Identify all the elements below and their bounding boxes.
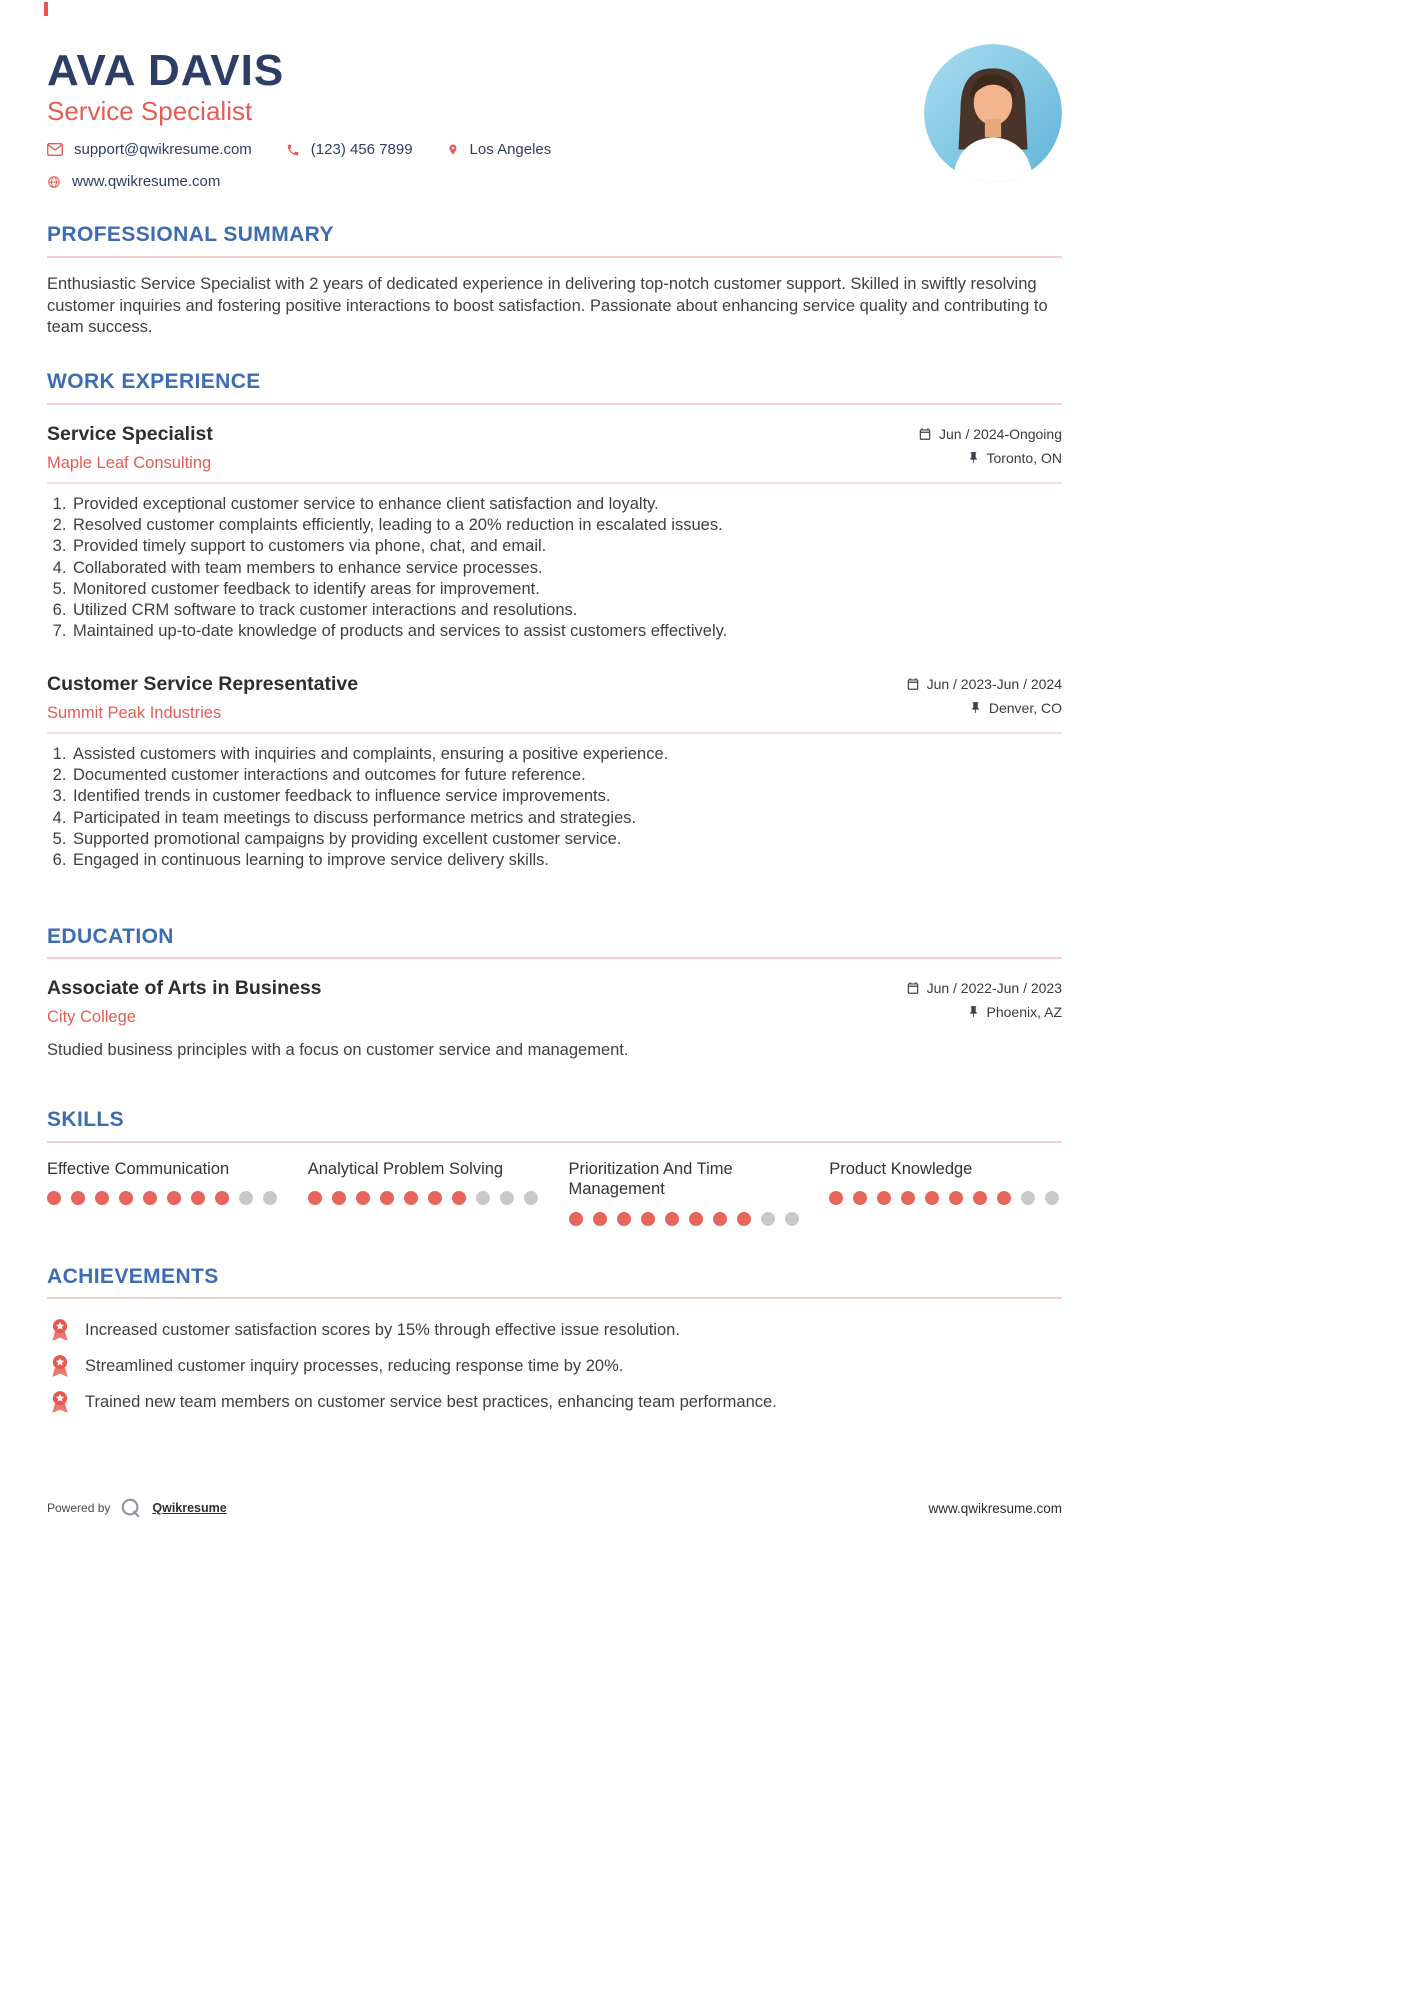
pushpin-icon — [967, 451, 980, 464]
bullet-item: 1. Assisted customers with inquiries and complaints, ensuring a positive experience. — [71, 744, 1062, 765]
skill-dot — [1045, 1191, 1059, 1205]
skill-dot — [191, 1191, 205, 1205]
candidate-title: Service Specialist — [47, 96, 253, 127]
job-dates — [918, 426, 1062, 442]
footer-website: www.qwikresume.com — [928, 1500, 1062, 1516]
achievement-text: Trained new team members on customer service best practices, enhancing team performance. — [85, 1392, 777, 1411]
education-meta — [906, 977, 1062, 1020]
section-heading: EDUCATION — [47, 924, 1062, 959]
bullet-item: 6. Utilized CRM software to track customer interactions and resolutions. — [71, 600, 1062, 621]
education-header — [47, 977, 1062, 1028]
bullet-item: 2. Resolved customer complaints efficiently, leading to a 20% reduction in escalated issues. — [71, 515, 1062, 536]
skill-dot — [380, 1191, 394, 1205]
email-icon — [47, 143, 63, 156]
skill-item — [47, 1159, 280, 1226]
education-header-left — [47, 977, 322, 1028]
skill-dot — [689, 1212, 703, 1226]
contact-row — [47, 173, 1062, 190]
bullet-item: 3. Provided timely support to customers via phone, chat, and email. — [71, 536, 1062, 557]
achievement-item — [47, 1389, 1062, 1415]
globe-icon — [47, 175, 61, 189]
phone-text: (123) 456 7899 — [310, 141, 413, 159]
email-text: support@qwikresume.com — [74, 141, 252, 159]
skill-name: Effective Communication — [47, 1159, 230, 1178]
job-company: Maple Leaf Consulting — [47, 453, 212, 472]
skill-dot — [332, 1191, 346, 1205]
contact-block — [47, 141, 1062, 190]
skill-dot — [949, 1191, 963, 1205]
section-heading: WORK EXPERIENCE — [47, 369, 1062, 404]
skill-name: Product Knowledge — [829, 1159, 973, 1178]
skill-dot — [593, 1212, 607, 1226]
phone-contact — [286, 141, 413, 158]
bullet-item: 6. Engaged in continuous learning to improve service delivery skills. — [71, 850, 1062, 871]
award-icon — [47, 1389, 73, 1415]
skill-rating — [829, 1191, 1062, 1205]
section-skills — [47, 1107, 1062, 1225]
powered-by-block — [47, 1497, 227, 1519]
skill-name: Prioritization And Time Management — [568, 1159, 733, 1199]
award-icon — [47, 1317, 73, 1343]
achievement-text: Streamlined customer inquiry processes, reducing response time by 20%. — [85, 1356, 624, 1375]
skill-dot — [641, 1212, 655, 1226]
skill-dot — [997, 1191, 1011, 1205]
skill-rating — [569, 1212, 802, 1226]
skill-dot — [617, 1212, 631, 1226]
section-achievements — [47, 1264, 1062, 1415]
job-bullet-list — [47, 744, 1062, 872]
website-contact[interactable] — [47, 173, 220, 190]
skill-item — [569, 1159, 802, 1226]
education-entry — [47, 977, 1062, 1062]
skill-dot — [713, 1212, 727, 1226]
skill-dot — [524, 1191, 538, 1205]
contact-row — [47, 141, 1062, 158]
skill-dot — [356, 1191, 370, 1205]
job-title: Service Specialist — [47, 422, 213, 445]
achievement-item — [47, 1353, 1062, 1379]
job-location-text: Denver, CO — [988, 699, 1062, 716]
section-education — [47, 924, 1062, 1062]
skill-dot — [853, 1191, 867, 1205]
bullet-item: 1. Provided exceptional customer service to enhance client satisfaction and loyalty. — [71, 494, 1062, 515]
skill-dot — [500, 1191, 514, 1205]
qwikresume-logo — [120, 1497, 142, 1519]
website-text: www.qwikresume.com — [72, 173, 221, 191]
location-text: Los Angeles — [469, 141, 552, 159]
powered-by-label: Powered by — [47, 1501, 111, 1515]
skill-dot — [973, 1191, 987, 1205]
section-professional-summary — [47, 222, 1062, 339]
skill-dot — [239, 1191, 253, 1205]
job-entry — [47, 673, 1062, 872]
job-header — [47, 423, 1062, 484]
skill-name: Analytical Problem Solving — [307, 1159, 504, 1178]
skill-dot — [877, 1191, 891, 1205]
achievement-text: Increased customer satisfaction scores by 15% through effective issue resolution. — [85, 1320, 680, 1339]
skill-dot — [95, 1191, 109, 1205]
avatar-illustration — [924, 44, 1062, 182]
job-meta — [906, 673, 1062, 716]
bullet-item: 4. Participated in team meetings to discuss performance metrics and strategies. — [71, 808, 1062, 829]
skill-dot — [215, 1191, 229, 1205]
bullet-item: 7. Maintained up-to-date knowledge of products and services to assist customers effectively. — [71, 621, 1062, 642]
skill-dot — [737, 1212, 751, 1226]
pushpin-icon — [967, 1005, 980, 1018]
achievement-item — [47, 1317, 1062, 1343]
skill-dot — [167, 1191, 181, 1205]
email-contact[interactable] — [47, 141, 252, 158]
skill-dot — [71, 1191, 85, 1205]
education-description: Studied business principles with a focus on customer service and management. — [47, 1040, 629, 1059]
pushpin-icon — [969, 701, 982, 714]
qwikresume-link[interactable]: Qwikresume — [152, 1501, 227, 1515]
skill-dot — [428, 1191, 442, 1205]
skill-dot — [785, 1212, 799, 1226]
job-header — [47, 673, 1062, 734]
skill-rating — [308, 1191, 541, 1205]
skill-dot — [404, 1191, 418, 1205]
section-heading: SKILLS — [47, 1107, 1062, 1142]
skill-dot — [925, 1191, 939, 1205]
page-footer — [47, 1497, 1062, 1519]
education-location-text: Phoenix, AZ — [986, 1003, 1062, 1020]
skill-dot — [761, 1212, 775, 1226]
section-work-experience — [47, 369, 1062, 871]
job-location — [969, 700, 1062, 716]
degree-title: Associate of Arts in Business — [47, 976, 322, 999]
skill-dot — [665, 1212, 679, 1226]
resume-header — [47, 0, 1062, 190]
school-name: City College — [47, 1008, 136, 1027]
job-company: Summit Peak Industries — [47, 704, 222, 723]
job-location-text: Toronto, ON — [986, 449, 1062, 466]
skill-dot — [569, 1212, 583, 1226]
job-bullet-list — [47, 494, 1062, 643]
skill-dot — [1021, 1191, 1035, 1205]
skill-dot — [47, 1191, 61, 1205]
job-meta — [918, 423, 1062, 466]
skill-dot — [829, 1191, 843, 1205]
bullet-item: 2. Documented customer interactions and outcomes for future reference. — [71, 765, 1062, 786]
education-location — [967, 1004, 1063, 1020]
skill-dot — [308, 1191, 322, 1205]
candidate-name: AVA DAVIS — [47, 46, 285, 95]
job-header-left — [47, 423, 213, 474]
education-dates-text: Jun / 2022-Jun / 2023 — [926, 979, 1062, 996]
profile-photo — [924, 44, 1062, 182]
skill-item — [829, 1159, 1062, 1226]
skill-dot — [263, 1191, 277, 1205]
skills-grid — [47, 1159, 1062, 1226]
bullet-item: 5. Monitored customer feedback to identify areas for improvement. — [71, 579, 1062, 600]
job-header-left — [47, 673, 358, 724]
calendar-icon — [918, 427, 932, 441]
skill-rating — [47, 1191, 280, 1205]
job-title: Customer Service Representative — [47, 672, 359, 695]
map-pin-icon — [447, 142, 459, 157]
skill-dot — [119, 1191, 133, 1205]
calendar-icon — [906, 677, 920, 691]
job-entry — [47, 423, 1062, 643]
skill-dot — [476, 1191, 490, 1205]
skill-dot — [901, 1191, 915, 1205]
bullet-item: 5. Supported promotional campaigns by providing excellent customer service. — [71, 829, 1062, 850]
job-dates-text: Jun / 2023-Jun / 2024 — [926, 675, 1062, 692]
job-dates-text: Jun / 2024-Ongoing — [939, 425, 1062, 442]
job-dates — [906, 676, 1062, 692]
location-contact — [447, 141, 552, 158]
bullet-item: 4. Collaborated with team members to enhance service processes. — [71, 558, 1062, 579]
skill-item — [308, 1159, 541, 1226]
skill-dot — [143, 1191, 157, 1205]
award-icon — [47, 1353, 73, 1379]
section-heading: PROFESSIONAL SUMMARY — [47, 222, 1062, 257]
achievements-list — [47, 1317, 1062, 1415]
skill-dot — [452, 1191, 466, 1205]
section-heading: ACHIEVEMENTS — [47, 1264, 1062, 1299]
calendar-icon — [906, 981, 920, 995]
education-dates — [906, 980, 1062, 996]
phone-icon — [286, 143, 300, 157]
summary-text: Enthusiastic Service Specialist with 2 years of dedicated experience in delivering top-notch customer support. Skilled in swiftly resolving customer inquiries and fostering positive interactions to boost satisfaction. Passionate about enhancing service quality and contributing to team success. — [47, 274, 1048, 337]
job-location — [967, 450, 1062, 466]
bullet-item: 3. Identified trends in customer feedback to influence service improvements. — [71, 786, 1062, 807]
